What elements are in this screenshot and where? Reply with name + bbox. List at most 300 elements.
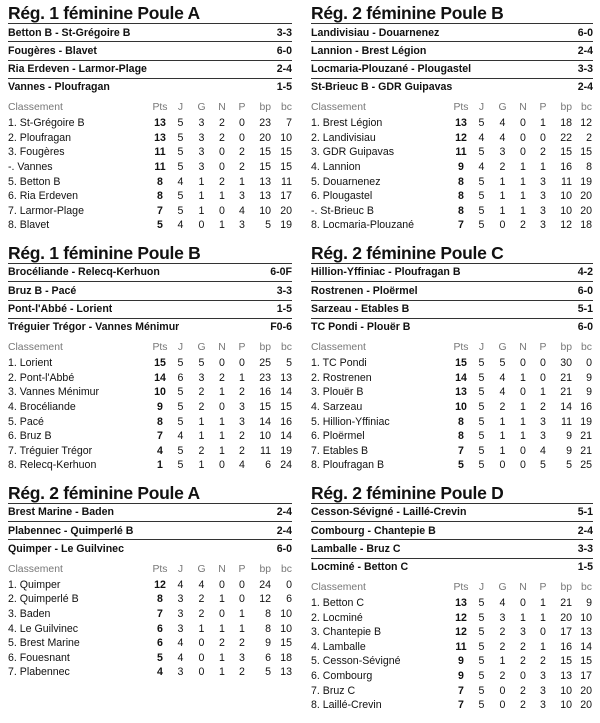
header-goals-against: bc xyxy=(281,102,292,114)
poule-block xyxy=(311,483,593,713)
points-cell: 4 xyxy=(157,444,163,457)
goals-for-cell: 13 xyxy=(259,190,271,203)
match-score: 1-5 xyxy=(577,561,593,574)
goals-for-cell: 22 xyxy=(560,131,572,144)
standings-row xyxy=(311,400,593,415)
team-name: 6. Bruz B xyxy=(8,430,52,443)
drawn-cell: 2 xyxy=(219,637,225,650)
goals-against-cell: 15 xyxy=(280,637,292,650)
drawn-cell: 0 xyxy=(520,357,526,370)
header-won: G xyxy=(498,342,507,354)
lost-cell: 3 xyxy=(239,415,245,428)
goals-against-cell: 5 xyxy=(286,357,292,370)
played-cell: 5 xyxy=(478,219,485,232)
points-cell: 15 xyxy=(154,357,166,370)
goals-for-cell: 15 xyxy=(259,146,271,159)
drawn-cell: 0 xyxy=(219,357,225,370)
team-name: 6. Plougastel xyxy=(311,190,373,203)
goals-for-cell: 8 xyxy=(265,622,271,635)
standings-table xyxy=(311,340,593,473)
team-name: -. St-Brieuc B xyxy=(311,204,374,217)
goals-against-cell: 10 xyxy=(280,607,292,620)
match-row xyxy=(8,281,292,299)
match-teams: Brocéliande - Relecq-Kerhuon xyxy=(8,266,160,279)
played-cell: 5 xyxy=(478,204,485,217)
goals-for-cell: 23 xyxy=(259,117,271,130)
team-name: 3. Chantepie B xyxy=(311,626,382,639)
team-name: 3. Fougères xyxy=(8,146,65,159)
points-cell: 7 xyxy=(157,607,163,620)
header-drawn: N xyxy=(218,102,226,114)
drawn-cell: 1 xyxy=(520,175,526,188)
poule-block xyxy=(8,3,292,233)
left-column xyxy=(8,0,292,690)
match-score: 2-4 xyxy=(577,44,593,57)
won-cell: 2 xyxy=(198,386,205,399)
won-cell: 1 xyxy=(198,459,205,472)
standings-table xyxy=(311,580,593,713)
goals-against-cell: 25 xyxy=(580,459,592,472)
played-cell: 5 xyxy=(177,160,184,173)
match-teams: Brest Marine - Baden xyxy=(8,506,114,519)
header-played: J xyxy=(177,102,184,114)
won-cell: 2 xyxy=(198,593,205,606)
goals-for-cell: 16 xyxy=(560,160,572,173)
won-cell: 1 xyxy=(198,622,205,635)
header-goals-for: bp xyxy=(560,342,572,354)
won-cell: 3 xyxy=(198,117,205,130)
lost-cell: 1 xyxy=(540,640,546,653)
lost-cell: 1 xyxy=(239,622,245,635)
header-played: J xyxy=(478,102,485,114)
goals-for-cell: 10 xyxy=(560,699,572,712)
standings-row xyxy=(311,356,593,371)
header-goals-for: bp xyxy=(259,342,271,354)
team-name: 5. Betton B xyxy=(8,175,61,188)
lost-cell: 1 xyxy=(239,175,245,188)
played-cell: 5 xyxy=(478,415,485,428)
drawn-cell: 1 xyxy=(219,430,225,443)
standings-header xyxy=(311,100,593,116)
lost-cell: 2 xyxy=(239,637,245,650)
standings-row xyxy=(8,356,292,371)
team-name: 4. Le Guilvinec xyxy=(8,622,79,635)
played-cell: 4 xyxy=(478,160,485,173)
won-cell: 4 xyxy=(198,578,205,591)
drawn-cell: 1 xyxy=(520,430,526,443)
goals-for-cell: 16 xyxy=(560,640,572,653)
goals-against-cell: 7 xyxy=(286,117,292,130)
goals-against-cell: 20 xyxy=(580,684,592,697)
played-cell: 5 xyxy=(478,146,485,159)
team-name: 7. Plabennec xyxy=(8,666,70,679)
won-cell: 4 xyxy=(499,597,506,610)
header-goals-against: bc xyxy=(281,563,292,575)
standings-row xyxy=(8,665,292,680)
match-row xyxy=(8,78,292,96)
points-cell: 8 xyxy=(458,415,464,428)
standings-row xyxy=(311,415,593,430)
played-cell: 5 xyxy=(478,611,485,624)
match-score: 6-0 xyxy=(577,26,593,39)
standings-header xyxy=(8,340,292,356)
goals-for-cell: 15 xyxy=(259,400,271,413)
team-name: -. Vannes xyxy=(8,160,53,173)
lost-cell: 2 xyxy=(239,386,245,399)
drawn-cell: 1 xyxy=(219,386,225,399)
header-played: J xyxy=(478,342,485,354)
match-row xyxy=(8,300,292,318)
played-cell: 5 xyxy=(177,357,184,370)
won-cell: 0 xyxy=(198,651,205,664)
header-drawn: N xyxy=(519,102,527,114)
match-teams: Vannes - Ploufragan xyxy=(8,81,110,94)
played-cell: 5 xyxy=(177,204,184,217)
drawn-cell: 1 xyxy=(520,160,526,173)
standings-row xyxy=(311,145,593,160)
match-row xyxy=(311,318,593,336)
lost-cell: 3 xyxy=(540,684,546,697)
standings-row xyxy=(311,640,593,655)
played-cell: 5 xyxy=(478,640,485,653)
goals-for-cell: 6 xyxy=(265,651,271,664)
standings-row xyxy=(311,684,593,699)
standings-row xyxy=(8,371,292,386)
points-cell: 13 xyxy=(154,117,166,130)
standings-row xyxy=(8,175,292,190)
match-score: 1-5 xyxy=(276,303,292,316)
standings-table xyxy=(311,100,593,233)
goals-against-cell: 13 xyxy=(580,626,592,639)
goals-against-cell: 19 xyxy=(280,444,292,457)
standings-row xyxy=(8,636,292,651)
lost-cell: 0 xyxy=(540,131,546,144)
lost-cell: 0 xyxy=(239,117,245,130)
goals-against-cell: 16 xyxy=(280,415,292,428)
played-cell: 3 xyxy=(177,622,184,635)
played-cell: 4 xyxy=(177,430,184,443)
standings-row xyxy=(8,385,292,400)
team-name: 7. Bruz C xyxy=(311,684,356,697)
match-row xyxy=(8,318,292,336)
goals-for-cell: 23 xyxy=(259,371,271,384)
team-name: 6. Combourg xyxy=(311,670,373,683)
drawn-cell: 1 xyxy=(520,190,526,203)
played-cell: 3 xyxy=(177,593,184,606)
played-cell: 5 xyxy=(177,190,184,203)
match-teams: Lannion - Brest Légion xyxy=(311,44,427,57)
match-row xyxy=(8,539,292,557)
drawn-cell: 1 xyxy=(520,611,526,624)
played-cell: 5 xyxy=(478,655,485,668)
match-row xyxy=(311,558,593,576)
match-score: 6-0 xyxy=(577,284,593,297)
goals-for-cell: 5 xyxy=(265,666,271,679)
lost-cell: 4 xyxy=(540,444,546,457)
points-cell: 4 xyxy=(157,666,163,679)
points-cell: 11 xyxy=(154,146,166,159)
match-score: 1-5 xyxy=(276,81,292,94)
goals-against-cell: 9 xyxy=(586,597,592,610)
team-name: 5. Pacé xyxy=(8,415,44,428)
points-cell: 7 xyxy=(458,219,464,232)
drawn-cell: 0 xyxy=(520,146,526,159)
standings-header xyxy=(8,100,292,116)
points-cell: 7 xyxy=(458,684,464,697)
goals-for-cell: 20 xyxy=(259,131,271,144)
points-cell: 12 xyxy=(455,611,467,624)
lost-cell: 0 xyxy=(239,593,245,606)
goals-against-cell: 20 xyxy=(280,204,292,217)
drawn-cell: 1 xyxy=(219,666,225,679)
standings-row xyxy=(8,429,292,444)
goals-for-cell: 11 xyxy=(561,175,572,188)
points-cell: 7 xyxy=(157,430,163,443)
drawn-cell: 0 xyxy=(520,597,526,610)
goals-against-cell: 24 xyxy=(280,459,292,472)
header-points: Pts xyxy=(152,342,168,354)
goals-for-cell: 10 xyxy=(259,204,271,217)
played-cell: 5 xyxy=(478,597,485,610)
points-cell: 6 xyxy=(157,622,163,635)
won-cell: 3 xyxy=(499,146,506,159)
header-lost: P xyxy=(238,563,246,575)
played-cell: 3 xyxy=(177,607,184,620)
team-name: 4. Brocéliande xyxy=(8,400,76,413)
poule-block xyxy=(8,243,292,473)
points-cell: 13 xyxy=(455,386,467,399)
points-cell: 9 xyxy=(458,670,464,683)
won-cell: 2 xyxy=(499,400,506,413)
drawn-cell: 0 xyxy=(219,607,225,620)
header-points: Pts xyxy=(152,102,168,114)
lost-cell: 4 xyxy=(239,204,245,217)
team-name: 3. Plouër B xyxy=(311,386,364,399)
drawn-cell: 1 xyxy=(219,651,225,664)
goals-against-cell: 13 xyxy=(280,666,292,679)
drawn-cell: 0 xyxy=(520,386,526,399)
team-name: 8. Ploufragan B xyxy=(311,459,385,472)
won-cell: 1 xyxy=(198,204,205,217)
points-cell: 7 xyxy=(458,699,464,712)
lost-cell: 4 xyxy=(239,459,245,472)
goals-for-cell: 6 xyxy=(265,459,271,472)
won-cell: 2 xyxy=(499,670,506,683)
standings-header xyxy=(311,340,593,356)
match-teams: Plabennec - Quimperlé B xyxy=(8,524,134,537)
points-cell: 7 xyxy=(157,204,163,217)
standings-row xyxy=(311,131,593,146)
team-name: 1. Brest Légion xyxy=(311,117,383,130)
header-points: Pts xyxy=(453,582,469,594)
drawn-cell: 0 xyxy=(219,146,225,159)
team-name: 4. Sarzeau xyxy=(311,400,363,413)
goals-against-cell: 19 xyxy=(580,415,592,428)
won-cell: 4 xyxy=(499,386,506,399)
header-lost: P xyxy=(539,342,547,354)
won-cell: 0 xyxy=(198,637,205,650)
goals-against-cell: 20 xyxy=(580,190,592,203)
poule-title: Rég. 2 féminine Poule D xyxy=(311,482,504,503)
points-cell: 9 xyxy=(458,655,464,668)
drawn-cell: 1 xyxy=(520,204,526,217)
team-name: 5. Hillion-Yffiniac xyxy=(311,415,390,428)
match-row xyxy=(311,78,593,96)
match-teams: Ria Erdeven - Larmor-Plage xyxy=(8,63,147,76)
lost-cell: 5 xyxy=(540,459,546,472)
points-cell: 8 xyxy=(157,190,163,203)
goals-against-cell: 10 xyxy=(280,622,292,635)
goals-for-cell: 21 xyxy=(560,386,572,399)
header-drawn: N xyxy=(519,342,527,354)
lost-cell: 0 xyxy=(239,131,245,144)
goals-for-cell: 9 xyxy=(566,444,572,457)
match-score: 6-0F xyxy=(270,266,292,279)
team-name: 5. Douarnenez xyxy=(311,175,381,188)
won-cell: 1 xyxy=(499,444,506,457)
lost-cell: 3 xyxy=(540,175,546,188)
won-cell: 0 xyxy=(198,666,205,679)
match-score: 6-0 xyxy=(577,321,593,334)
match-teams: Sarzeau - Etables B xyxy=(311,303,410,316)
goals-against-cell: 8 xyxy=(586,160,592,173)
match-teams: Pont-l'Abbé - Lorient xyxy=(8,303,113,316)
match-row xyxy=(8,521,292,539)
drawn-cell: 2 xyxy=(219,117,225,130)
played-cell: 5 xyxy=(478,444,485,457)
points-cell: 8 xyxy=(157,593,163,606)
played-cell: 5 xyxy=(177,131,184,144)
team-name: 2. Quimperlé B xyxy=(8,593,79,606)
played-cell: 4 xyxy=(478,131,485,144)
match-teams: Cesson-Sévigné - Laillé-Crevin xyxy=(311,506,467,519)
goals-for-cell: 9 xyxy=(566,430,572,443)
goals-against-cell: 19 xyxy=(280,219,292,232)
header-played: J xyxy=(177,563,184,575)
goals-against-cell: 20 xyxy=(580,699,592,712)
header-goals-against: bc xyxy=(581,582,592,594)
drawn-cell: 0 xyxy=(219,578,225,591)
match-row xyxy=(311,521,593,539)
goals-for-cell: 11 xyxy=(561,415,572,428)
poule-block xyxy=(8,483,292,680)
match-row xyxy=(311,539,593,557)
lost-cell: 1 xyxy=(540,386,546,399)
lost-cell: 0 xyxy=(540,626,546,639)
goals-against-cell: 21 xyxy=(580,444,592,457)
lost-cell: 2 xyxy=(239,666,245,679)
match-teams: Lamballe - Bruz C xyxy=(311,542,401,555)
standings-row xyxy=(311,698,593,713)
won-cell: 1 xyxy=(499,190,506,203)
won-cell: 1 xyxy=(198,430,205,443)
match-row xyxy=(311,263,593,281)
goals-against-cell: 21 xyxy=(580,430,592,443)
points-cell: 5 xyxy=(157,219,163,232)
standings-row xyxy=(311,654,593,669)
header-won: G xyxy=(197,342,206,354)
played-cell: 4 xyxy=(177,219,184,232)
goals-for-cell: 30 xyxy=(560,357,572,370)
points-cell: 9 xyxy=(157,400,163,413)
lost-cell: 0 xyxy=(239,357,245,370)
points-cell: 12 xyxy=(154,578,166,591)
drawn-cell: 0 xyxy=(219,400,225,413)
match-row xyxy=(311,60,593,78)
points-cell: 11 xyxy=(455,146,467,159)
goals-against-cell: 10 xyxy=(280,131,292,144)
drawn-cell: 1 xyxy=(520,371,526,384)
won-cell: 5 xyxy=(499,357,506,370)
points-cell: 12 xyxy=(455,131,467,144)
goals-for-cell: 16 xyxy=(259,386,271,399)
header-goals-for: bp xyxy=(560,102,572,114)
points-cell: 6 xyxy=(157,637,163,650)
team-name: 8. Locmaria-Plouzané xyxy=(311,219,415,232)
header-goals-for: bp xyxy=(259,102,271,114)
goals-for-cell: 13 xyxy=(259,175,271,188)
goals-against-cell: 2 xyxy=(586,131,592,144)
team-name: 7. Larmor-Plage xyxy=(8,204,84,217)
match-score: 2-4 xyxy=(577,524,593,537)
played-cell: 5 xyxy=(177,444,184,457)
points-cell: 10 xyxy=(154,386,166,399)
points-cell: 8 xyxy=(458,430,464,443)
goals-for-cell: 10 xyxy=(560,190,572,203)
match-teams: Locmaria-Plouzané - Plougastel xyxy=(311,63,472,76)
points-cell: 12 xyxy=(455,626,467,639)
won-cell: 0 xyxy=(499,684,506,697)
lost-cell: 1 xyxy=(540,117,546,130)
goals-for-cell: 5 xyxy=(566,459,572,472)
header-goals-for: bp xyxy=(259,563,271,575)
standings-row xyxy=(311,371,593,386)
standings-header xyxy=(8,562,292,578)
goals-against-cell: 18 xyxy=(280,651,292,664)
drawn-cell: 0 xyxy=(520,131,526,144)
won-cell: 0 xyxy=(499,699,506,712)
team-name: 2. Pont-l'Abbé xyxy=(8,371,75,384)
standings-row xyxy=(8,116,292,131)
lost-cell: 3 xyxy=(239,651,245,664)
lost-cell: 3 xyxy=(540,670,546,683)
drawn-cell: 2 xyxy=(520,219,526,232)
header-classement: Classement xyxy=(8,342,63,354)
team-name: 2. Landivisiau xyxy=(311,131,376,144)
match-teams: St-Brieuc B - GDR Guipavas xyxy=(311,81,453,94)
match-score: 2-4 xyxy=(276,524,292,537)
played-cell: 5 xyxy=(177,117,184,130)
header-lost: P xyxy=(539,102,547,114)
won-cell: 4 xyxy=(499,117,506,130)
match-score: 2-4 xyxy=(276,63,292,76)
match-row xyxy=(8,503,292,521)
match-teams: TC Pondi - Plouër B xyxy=(311,321,411,334)
match-teams: Bruz B - Pacé xyxy=(8,284,77,297)
standings-row xyxy=(8,578,292,593)
header-classement: Classement xyxy=(8,563,63,575)
goals-against-cell: 12 xyxy=(580,117,592,130)
match-score: 5-1 xyxy=(577,506,593,519)
won-cell: 4 xyxy=(499,371,506,384)
points-cell: 8 xyxy=(458,190,464,203)
lost-cell: 2 xyxy=(239,146,245,159)
goals-against-cell: 11 xyxy=(281,175,292,188)
played-cell: 5 xyxy=(478,670,485,683)
drawn-cell: 0 xyxy=(520,117,526,130)
goals-against-cell: 0 xyxy=(586,357,592,370)
goals-for-cell: 14 xyxy=(560,400,572,413)
